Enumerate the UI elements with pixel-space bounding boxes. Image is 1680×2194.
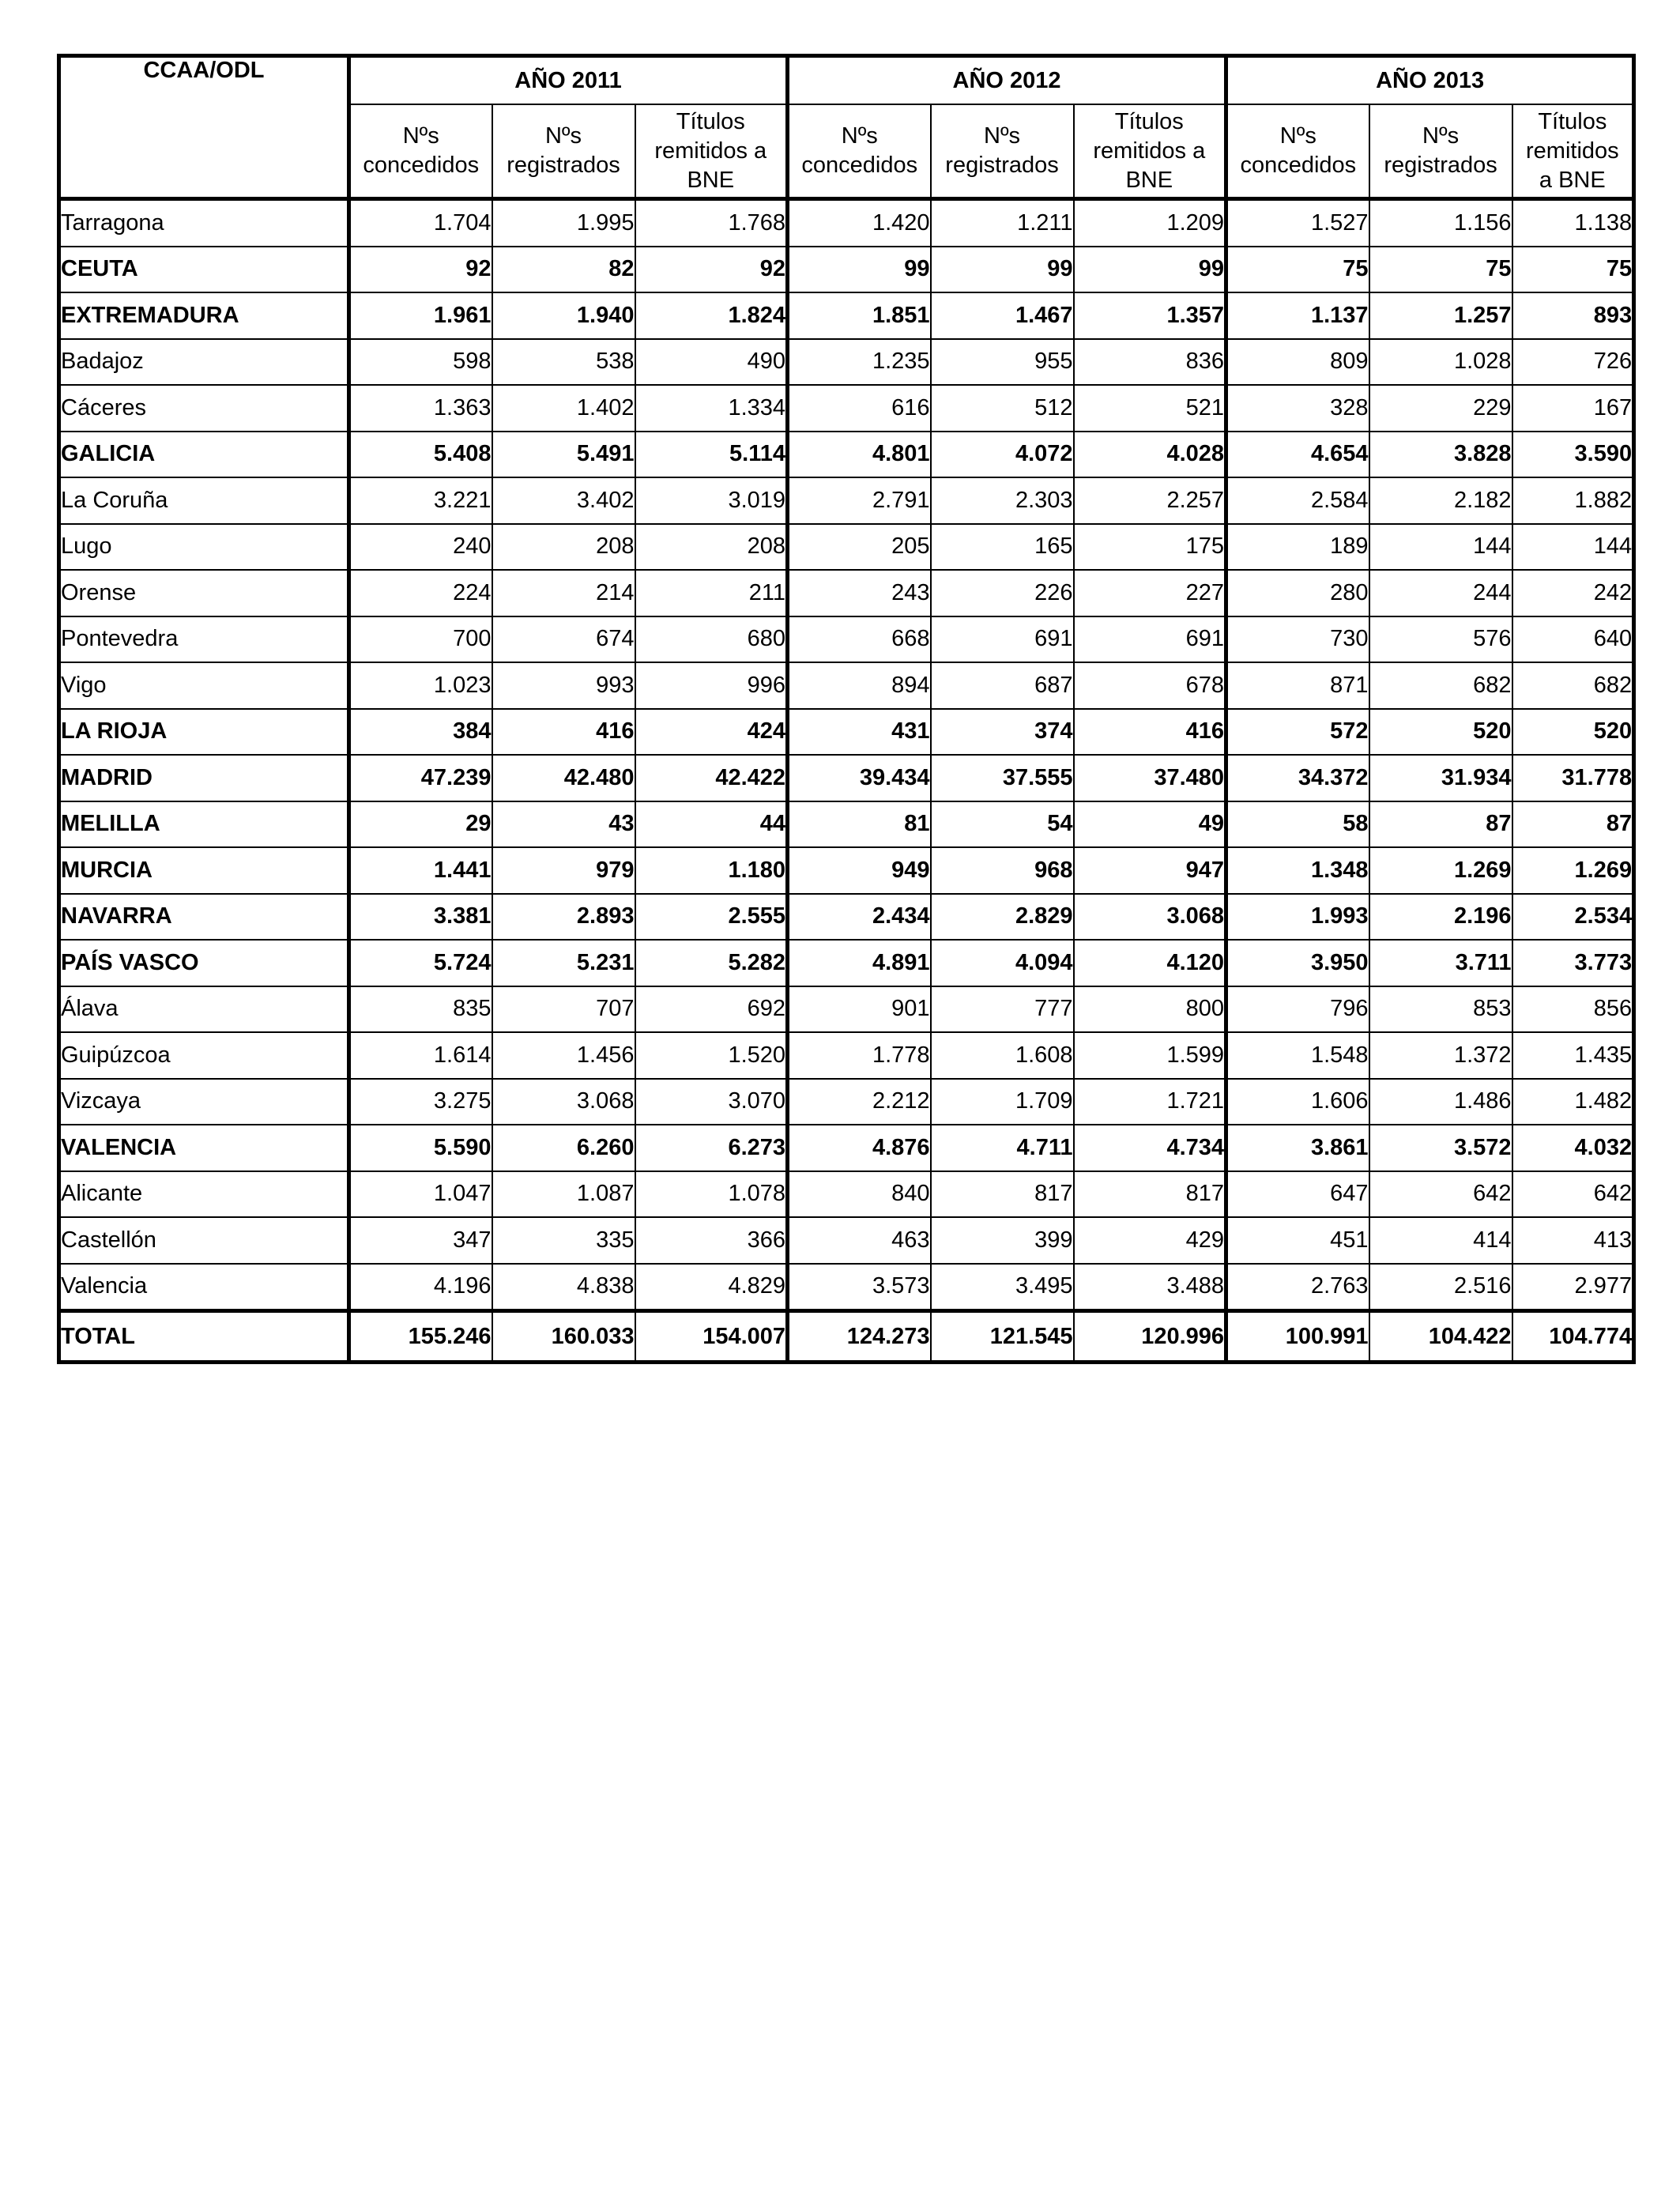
table-cell: 42.480 [492, 755, 635, 801]
table-cell: 160.033 [492, 1311, 635, 1363]
table-row [59, 1171, 1634, 1218]
table-cell: 1.548 [1226, 1032, 1369, 1079]
table-cell: 75 [1512, 247, 1634, 293]
table-cell: 1.235 [788, 339, 931, 386]
table-cell: 836 [1074, 339, 1226, 386]
table-cell: 4.801 [788, 432, 931, 478]
table-cell: 1.608 [931, 1032, 1074, 1079]
table-cell: 5.724 [349, 940, 492, 986]
table-cell: 979 [492, 847, 635, 894]
table-cell: 1.882 [1512, 477, 1634, 524]
table-cell: 1.269 [1369, 847, 1512, 894]
row-name: VALENCIA [59, 1125, 349, 1171]
table-cell: 104.422 [1369, 1311, 1512, 1363]
table-cell: 226 [931, 570, 1074, 616]
subheader-titulos-bne: Títulos remitidos a BNE [635, 104, 788, 199]
row-name: Lugo [59, 524, 349, 571]
table-cell: 3.711 [1369, 940, 1512, 986]
row-name: CEUTA [59, 247, 349, 293]
table-cell: 1.824 [635, 292, 788, 339]
table-cell: 4.829 [635, 1264, 788, 1311]
table-cell: 205 [788, 524, 931, 571]
table-cell: 682 [1369, 662, 1512, 709]
table-cell: 3.068 [1074, 894, 1226, 941]
statistics-table [57, 54, 1636, 1364]
table-cell: 47.239 [349, 755, 492, 801]
table-cell: 120.996 [1074, 1311, 1226, 1363]
row-name: Álava [59, 986, 349, 1033]
table-cell: 1.704 [349, 199, 492, 247]
table-row [59, 292, 1634, 339]
table-cell: 1.851 [788, 292, 931, 339]
row-name: Badajoz [59, 339, 349, 386]
table-cell: 726 [1512, 339, 1634, 386]
table-cell: 3.950 [1226, 940, 1369, 986]
table-cell: 1.334 [635, 385, 788, 432]
table-cell: 374 [931, 709, 1074, 756]
table-cell: 4.876 [788, 1125, 931, 1171]
table-cell: 1.372 [1369, 1032, 1512, 1079]
table-cell: 4.711 [931, 1125, 1074, 1171]
table-cell: 1.087 [492, 1171, 635, 1218]
table-cell: 100.991 [1226, 1311, 1369, 1363]
table-cell: 49 [1074, 801, 1226, 848]
subheader-concedidos: Nºs concedidos [1226, 104, 1369, 199]
table-cell: 1.520 [635, 1032, 788, 1079]
table-cell: 5.408 [349, 432, 492, 478]
row-name: TOTAL [59, 1311, 349, 1363]
table-cell: 429 [1074, 1217, 1226, 1264]
row-name: GALICIA [59, 432, 349, 478]
table-footer [59, 1311, 1634, 1363]
table-row [59, 755, 1634, 801]
table-cell: 3.590 [1512, 432, 1634, 478]
table-cell: 3.495 [931, 1264, 1074, 1311]
table-cell: 1.078 [635, 1171, 788, 1218]
table-cell: 1.156 [1369, 199, 1512, 247]
row-name: Valencia [59, 1264, 349, 1311]
table-cell: 996 [635, 662, 788, 709]
table-cell: 1.599 [1074, 1032, 1226, 1079]
table-cell: 451 [1226, 1217, 1369, 1264]
table-cell: 640 [1512, 616, 1634, 663]
table-cell: 692 [635, 986, 788, 1033]
table-body [59, 199, 1634, 1311]
table-cell: 347 [349, 1217, 492, 1264]
subheader-concedidos: Nºs concedidos [349, 104, 492, 199]
table-cell: 165 [931, 524, 1074, 571]
table-cell: 678 [1074, 662, 1226, 709]
table-cell: 44 [635, 801, 788, 848]
table-cell: 1.456 [492, 1032, 635, 1079]
table-cell: 777 [931, 986, 1074, 1033]
table-cell: 214 [492, 570, 635, 616]
table-cell: 5.282 [635, 940, 788, 986]
table-row [59, 709, 1634, 756]
table-cell: 893 [1512, 292, 1634, 339]
table-cell: 520 [1512, 709, 1634, 756]
table-cell: 3.572 [1369, 1125, 1512, 1171]
table-cell: 3.773 [1512, 940, 1634, 986]
row-name: Orense [59, 570, 349, 616]
table-cell: 691 [1074, 616, 1226, 663]
table-cell: 3.381 [349, 894, 492, 941]
table-cell: 947 [1074, 847, 1226, 894]
table-cell: 853 [1369, 986, 1512, 1033]
table-cell: 39.434 [788, 755, 931, 801]
table-cell: 993 [492, 662, 635, 709]
table-cell: 2.791 [788, 477, 931, 524]
table-cell: 2.196 [1369, 894, 1512, 941]
table-cell: 92 [635, 247, 788, 293]
table-cell: 730 [1226, 616, 1369, 663]
table-cell: 4.838 [492, 1264, 635, 1311]
table-cell: 2.516 [1369, 1264, 1512, 1311]
table-cell: 894 [788, 662, 931, 709]
row-name: Vizcaya [59, 1079, 349, 1125]
total-row [59, 1311, 1634, 1363]
table-cell: 87 [1369, 801, 1512, 848]
table-row [59, 801, 1634, 848]
table-cell: 647 [1226, 1171, 1369, 1218]
table-cell: 668 [788, 616, 931, 663]
table-cell: 1.482 [1512, 1079, 1634, 1125]
year-header-2013: AÑO 2013 [1226, 56, 1634, 105]
table-cell: 1.768 [635, 199, 788, 247]
table-cell: 144 [1512, 524, 1634, 571]
table-cell: 2.303 [931, 477, 1074, 524]
row-name: Guipúzcoa [59, 1032, 349, 1079]
subheader-registrados: Nºs registrados [931, 104, 1074, 199]
table-cell: 3.573 [788, 1264, 931, 1311]
table-cell: 1.961 [349, 292, 492, 339]
table-cell: 817 [931, 1171, 1074, 1218]
table-cell: 1.993 [1226, 894, 1369, 941]
table-cell: 856 [1512, 986, 1634, 1033]
table-cell: 1.420 [788, 199, 931, 247]
table-cell: 538 [492, 339, 635, 386]
table-cell: 424 [635, 709, 788, 756]
table-cell: 75 [1369, 247, 1512, 293]
table-cell: 3.221 [349, 477, 492, 524]
table-cell: 1.721 [1074, 1079, 1226, 1125]
table-cell: 104.774 [1512, 1311, 1634, 1363]
table-cell: 99 [1074, 247, 1226, 293]
table-cell: 955 [931, 339, 1074, 386]
table-cell: 2.584 [1226, 477, 1369, 524]
table-cell: 1.363 [349, 385, 492, 432]
table-cell: 1.180 [635, 847, 788, 894]
table-cell: 4.032 [1512, 1125, 1634, 1171]
table-cell: 211 [635, 570, 788, 616]
table-cell: 144 [1369, 524, 1512, 571]
table-cell: 242 [1512, 570, 1634, 616]
table-cell: 208 [635, 524, 788, 571]
table-cell: 1.137 [1226, 292, 1369, 339]
table-cell: 240 [349, 524, 492, 571]
table-row [59, 1217, 1634, 1264]
table-cell: 680 [635, 616, 788, 663]
table-cell: 3.861 [1226, 1125, 1369, 1171]
table-cell: 75 [1226, 247, 1369, 293]
table-cell: 1.257 [1369, 292, 1512, 339]
table-cell: 1.028 [1369, 339, 1512, 386]
table-cell: 3.019 [635, 477, 788, 524]
table-cell: 796 [1226, 986, 1369, 1033]
table-cell: 99 [931, 247, 1074, 293]
table-cell: 4.120 [1074, 940, 1226, 986]
table-cell: 1.211 [931, 199, 1074, 247]
table-cell: 43 [492, 801, 635, 848]
subheader-concedidos: Nºs concedidos [788, 104, 931, 199]
table-cell: 335 [492, 1217, 635, 1264]
table-cell: 3.488 [1074, 1264, 1226, 1311]
subheader-registrados: Nºs registrados [1369, 104, 1512, 199]
row-name: MELILLA [59, 801, 349, 848]
table-cell: 490 [635, 339, 788, 386]
table-row [59, 616, 1634, 663]
table-cell: 37.480 [1074, 755, 1226, 801]
table-cell: 1.435 [1512, 1032, 1634, 1079]
table-cell: 809 [1226, 339, 1369, 386]
table-cell: 616 [788, 385, 931, 432]
table-cell: 31.778 [1512, 755, 1634, 801]
table-cell: 687 [931, 662, 1074, 709]
table-cell: 413 [1512, 1217, 1634, 1264]
row-name: Alicante [59, 1171, 349, 1218]
year-header-2011: AÑO 2011 [349, 56, 788, 105]
table-cell: 82 [492, 247, 635, 293]
table-cell: 280 [1226, 570, 1369, 616]
table-cell: 2.555 [635, 894, 788, 941]
table-cell: 4.072 [931, 432, 1074, 478]
row-name: PAÍS VASCO [59, 940, 349, 986]
table-cell: 901 [788, 986, 931, 1033]
table-cell: 167 [1512, 385, 1634, 432]
table-cell: 2.977 [1512, 1264, 1634, 1311]
table-cell: 3.275 [349, 1079, 492, 1125]
table-cell: 54 [931, 801, 1074, 848]
table-cell: 416 [492, 709, 635, 756]
table-cell: 800 [1074, 986, 1226, 1033]
table-cell: 840 [788, 1171, 931, 1218]
table-cell: 817 [1074, 1171, 1226, 1218]
table-cell: 92 [349, 247, 492, 293]
table-cell: 58 [1226, 801, 1369, 848]
table-cell: 1.269 [1512, 847, 1634, 894]
subheader-titulos-bne: Títulos remitidos a BNE [1074, 104, 1226, 199]
table-cell: 576 [1369, 616, 1512, 663]
table-cell: 3.068 [492, 1079, 635, 1125]
table-cell: 691 [931, 616, 1074, 663]
corner-header: CCAA/ODL [59, 56, 349, 199]
table-cell: 229 [1369, 385, 1512, 432]
table-cell: 2.893 [492, 894, 635, 941]
table-cell: 42.422 [635, 755, 788, 801]
table-cell: 5.491 [492, 432, 635, 478]
table-cell: 1.209 [1074, 199, 1226, 247]
row-name: MADRID [59, 755, 349, 801]
table-cell: 4.891 [788, 940, 931, 986]
table-cell: 1.402 [492, 385, 635, 432]
table-cell: 1.047 [349, 1171, 492, 1218]
year-header-2012: AÑO 2012 [788, 56, 1226, 105]
row-name: NAVARRA [59, 894, 349, 941]
table-cell: 5.231 [492, 940, 635, 986]
subheader-titulos-bne: Títulos remitidos a BNE [1512, 104, 1634, 199]
table-cell: 4.196 [349, 1264, 492, 1311]
table-cell: 4.094 [931, 940, 1074, 986]
table-cell: 707 [492, 986, 635, 1033]
table-row [59, 1079, 1634, 1125]
table-cell: 2.829 [931, 894, 1074, 941]
row-name: Vigo [59, 662, 349, 709]
table-row [59, 1264, 1634, 1311]
table-cell: 2.434 [788, 894, 931, 941]
table-cell: 189 [1226, 524, 1369, 571]
table-row [59, 247, 1634, 293]
row-name: Castellón [59, 1217, 349, 1264]
table-row [59, 339, 1634, 386]
table-cell: 227 [1074, 570, 1226, 616]
table-cell: 6.273 [635, 1125, 788, 1171]
subheader-registrados: Nºs registrados [492, 104, 635, 199]
table-cell: 154.007 [635, 1311, 788, 1363]
table-cell: 1.486 [1369, 1079, 1512, 1125]
row-name: EXTREMADURA [59, 292, 349, 339]
table-cell: 414 [1369, 1217, 1512, 1264]
table-cell: 871 [1226, 662, 1369, 709]
table-cell: 520 [1369, 709, 1512, 756]
table-cell: 1.709 [931, 1079, 1074, 1125]
table-cell: 2.212 [788, 1079, 931, 1125]
table-cell: 384 [349, 709, 492, 756]
table-cell: 1.467 [931, 292, 1074, 339]
table-cell: 99 [788, 247, 931, 293]
table-cell: 29 [349, 801, 492, 848]
table-cell: 5.114 [635, 432, 788, 478]
table-cell: 572 [1226, 709, 1369, 756]
table-cell: 1.348 [1226, 847, 1369, 894]
table-cell: 34.372 [1226, 755, 1369, 801]
table-row [59, 847, 1634, 894]
table-cell: 121.545 [931, 1311, 1074, 1363]
row-name: Pontevedra [59, 616, 349, 663]
table-cell: 6.260 [492, 1125, 635, 1171]
table-cell: 81 [788, 801, 931, 848]
table-cell: 1.995 [492, 199, 635, 247]
table-cell: 4.734 [1074, 1125, 1226, 1171]
table-cell: 642 [1512, 1171, 1634, 1218]
table-row [59, 894, 1634, 941]
table-cell: 366 [635, 1217, 788, 1264]
table-cell: 243 [788, 570, 931, 616]
table-row [59, 1032, 1634, 1079]
table-cell: 399 [931, 1217, 1074, 1264]
table-cell: 3.070 [635, 1079, 788, 1125]
table-cell: 700 [349, 616, 492, 663]
table-cell: 124.273 [788, 1311, 931, 1363]
table-cell: 2.763 [1226, 1264, 1369, 1311]
table-cell: 968 [931, 847, 1074, 894]
table-cell: 87 [1512, 801, 1634, 848]
row-name: Tarragona [59, 199, 349, 247]
table-cell: 1.606 [1226, 1079, 1369, 1125]
table-cell: 835 [349, 986, 492, 1033]
table-cell: 1.357 [1074, 292, 1226, 339]
table-cell: 1.527 [1226, 199, 1369, 247]
table-cell: 1.778 [788, 1032, 931, 1079]
table-cell: 1.940 [492, 292, 635, 339]
table-cell: 512 [931, 385, 1074, 432]
table-cell: 208 [492, 524, 635, 571]
table-cell: 155.246 [349, 1311, 492, 1363]
row-name: LA RIOJA [59, 709, 349, 756]
table-row [59, 1125, 1634, 1171]
table-cell: 2.182 [1369, 477, 1512, 524]
table-cell: 463 [788, 1217, 931, 1264]
table-cell: 642 [1369, 1171, 1512, 1218]
table-row [59, 432, 1634, 478]
table-cell: 2.534 [1512, 894, 1634, 941]
table-row [59, 940, 1634, 986]
table-row [59, 477, 1634, 524]
table-cell: 4.654 [1226, 432, 1369, 478]
table-cell: 5.590 [349, 1125, 492, 1171]
table-cell: 224 [349, 570, 492, 616]
table-cell: 598 [349, 339, 492, 386]
table-cell: 3.402 [492, 477, 635, 524]
table-cell: 1.614 [349, 1032, 492, 1079]
table-cell: 244 [1369, 570, 1512, 616]
row-name: MURCIA [59, 847, 349, 894]
table-row [59, 524, 1634, 571]
table-row [59, 199, 1634, 247]
table-cell: 328 [1226, 385, 1369, 432]
table-cell: 416 [1074, 709, 1226, 756]
table-cell: 2.257 [1074, 477, 1226, 524]
table-cell: 1.441 [349, 847, 492, 894]
table-header [59, 56, 1634, 199]
table-cell: 37.555 [931, 755, 1074, 801]
table-cell: 31.934 [1369, 755, 1512, 801]
table-cell: 674 [492, 616, 635, 663]
table-row [59, 570, 1634, 616]
table-cell: 1.138 [1512, 199, 1634, 247]
row-name: Cáceres [59, 385, 349, 432]
table-cell: 521 [1074, 385, 1226, 432]
table-cell: 175 [1074, 524, 1226, 571]
table-cell: 682 [1512, 662, 1634, 709]
table-cell: 3.828 [1369, 432, 1512, 478]
table-cell: 949 [788, 847, 931, 894]
table-cell: 431 [788, 709, 931, 756]
row-name: La Coruña [59, 477, 349, 524]
table-row [59, 662, 1634, 709]
table-row [59, 986, 1634, 1033]
table-row [59, 385, 1634, 432]
table-cell: 1.023 [349, 662, 492, 709]
table-cell: 4.028 [1074, 432, 1226, 478]
